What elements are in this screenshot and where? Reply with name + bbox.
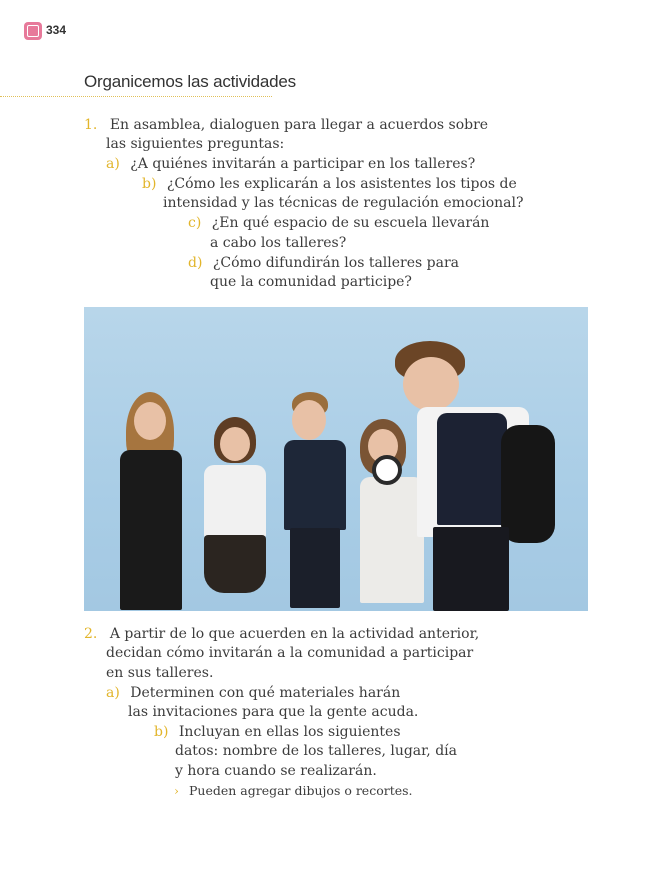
activity-1-item-d — [188, 254, 459, 273]
activity-1-item-b — [142, 175, 517, 194]
activity-1-marker: 1. — [84, 117, 98, 133]
activity-2-item-b-line-2: datos: nombre de los talleres, lugar, día — [175, 743, 457, 759]
item-b-text: Incluyan en ellas los siguientes — [178, 724, 401, 740]
activity-1-line-2: las siguientes preguntas: — [106, 136, 285, 152]
item-a-text: Determinen con qué materiales harán — [130, 685, 401, 701]
page-badge — [24, 22, 42, 40]
item-d-marker: d) — [188, 255, 203, 271]
item-a-marker: a) — [106, 685, 120, 701]
item-a-marker: a) — [106, 156, 120, 172]
activity-2-line-3: en sus talleres. — [106, 665, 214, 681]
section-title: Organicemos las actividades — [84, 72, 296, 91]
activity-2-item-b-line-3: y hora cuando se realizarán. — [175, 763, 377, 779]
activity-1-item-c-line-2: a cabo los talleres? — [210, 235, 347, 251]
item-b-text: ¿Cómo les explicarán a los asistentes los tipos de — [166, 176, 517, 192]
activity-2-line-1 — [84, 625, 479, 644]
item-b-marker: b) — [142, 176, 157, 192]
activity-1-text: En asamblea, dialoguen para llegar a acuerdos sobre — [109, 117, 489, 133]
activity-2-line-2: decidan cómo invitarán a la comunidad a participar — [106, 645, 474, 661]
children-photo — [84, 307, 588, 611]
activity-1-item-d-line-2: que la comunidad participe? — [210, 274, 412, 290]
activity-2-note — [174, 781, 413, 800]
title-divider — [0, 96, 272, 97]
item-c-text: ¿En qué espacio de su escuela llevarán — [211, 215, 490, 231]
book-icon — [27, 25, 39, 37]
activity-2-text: A partir de lo que acuerden en la actividad anterior, — [109, 626, 480, 642]
activity-1-item-b-line-2: intensidad y las técnicas de regulación emocional? — [163, 195, 524, 211]
activity-1-item-c — [188, 214, 489, 233]
note-text: Pueden agregar dibujos o recortes. — [188, 783, 413, 798]
activity-2-marker: 2. — [84, 626, 98, 642]
item-c-marker: c) — [188, 215, 202, 231]
activity-1-line-1 — [84, 116, 488, 135]
activity-2-item-a-line-2: las invitaciones para que la gente acuda. — [128, 704, 419, 720]
megaphone-icon — [372, 455, 402, 485]
activity-2-item-b — [154, 723, 401, 742]
page-number: 334 — [46, 23, 67, 37]
item-d-text: ¿Cómo difundirán los talleres para — [212, 255, 460, 271]
activity-1-item-a — [106, 155, 475, 174]
item-a-text: ¿A quiénes invitarán a participar en los talleres? — [130, 156, 476, 172]
item-b-marker: b) — [154, 724, 169, 740]
activity-2-item-a — [106, 684, 400, 703]
note-bullet-icon: › — [174, 783, 179, 798]
